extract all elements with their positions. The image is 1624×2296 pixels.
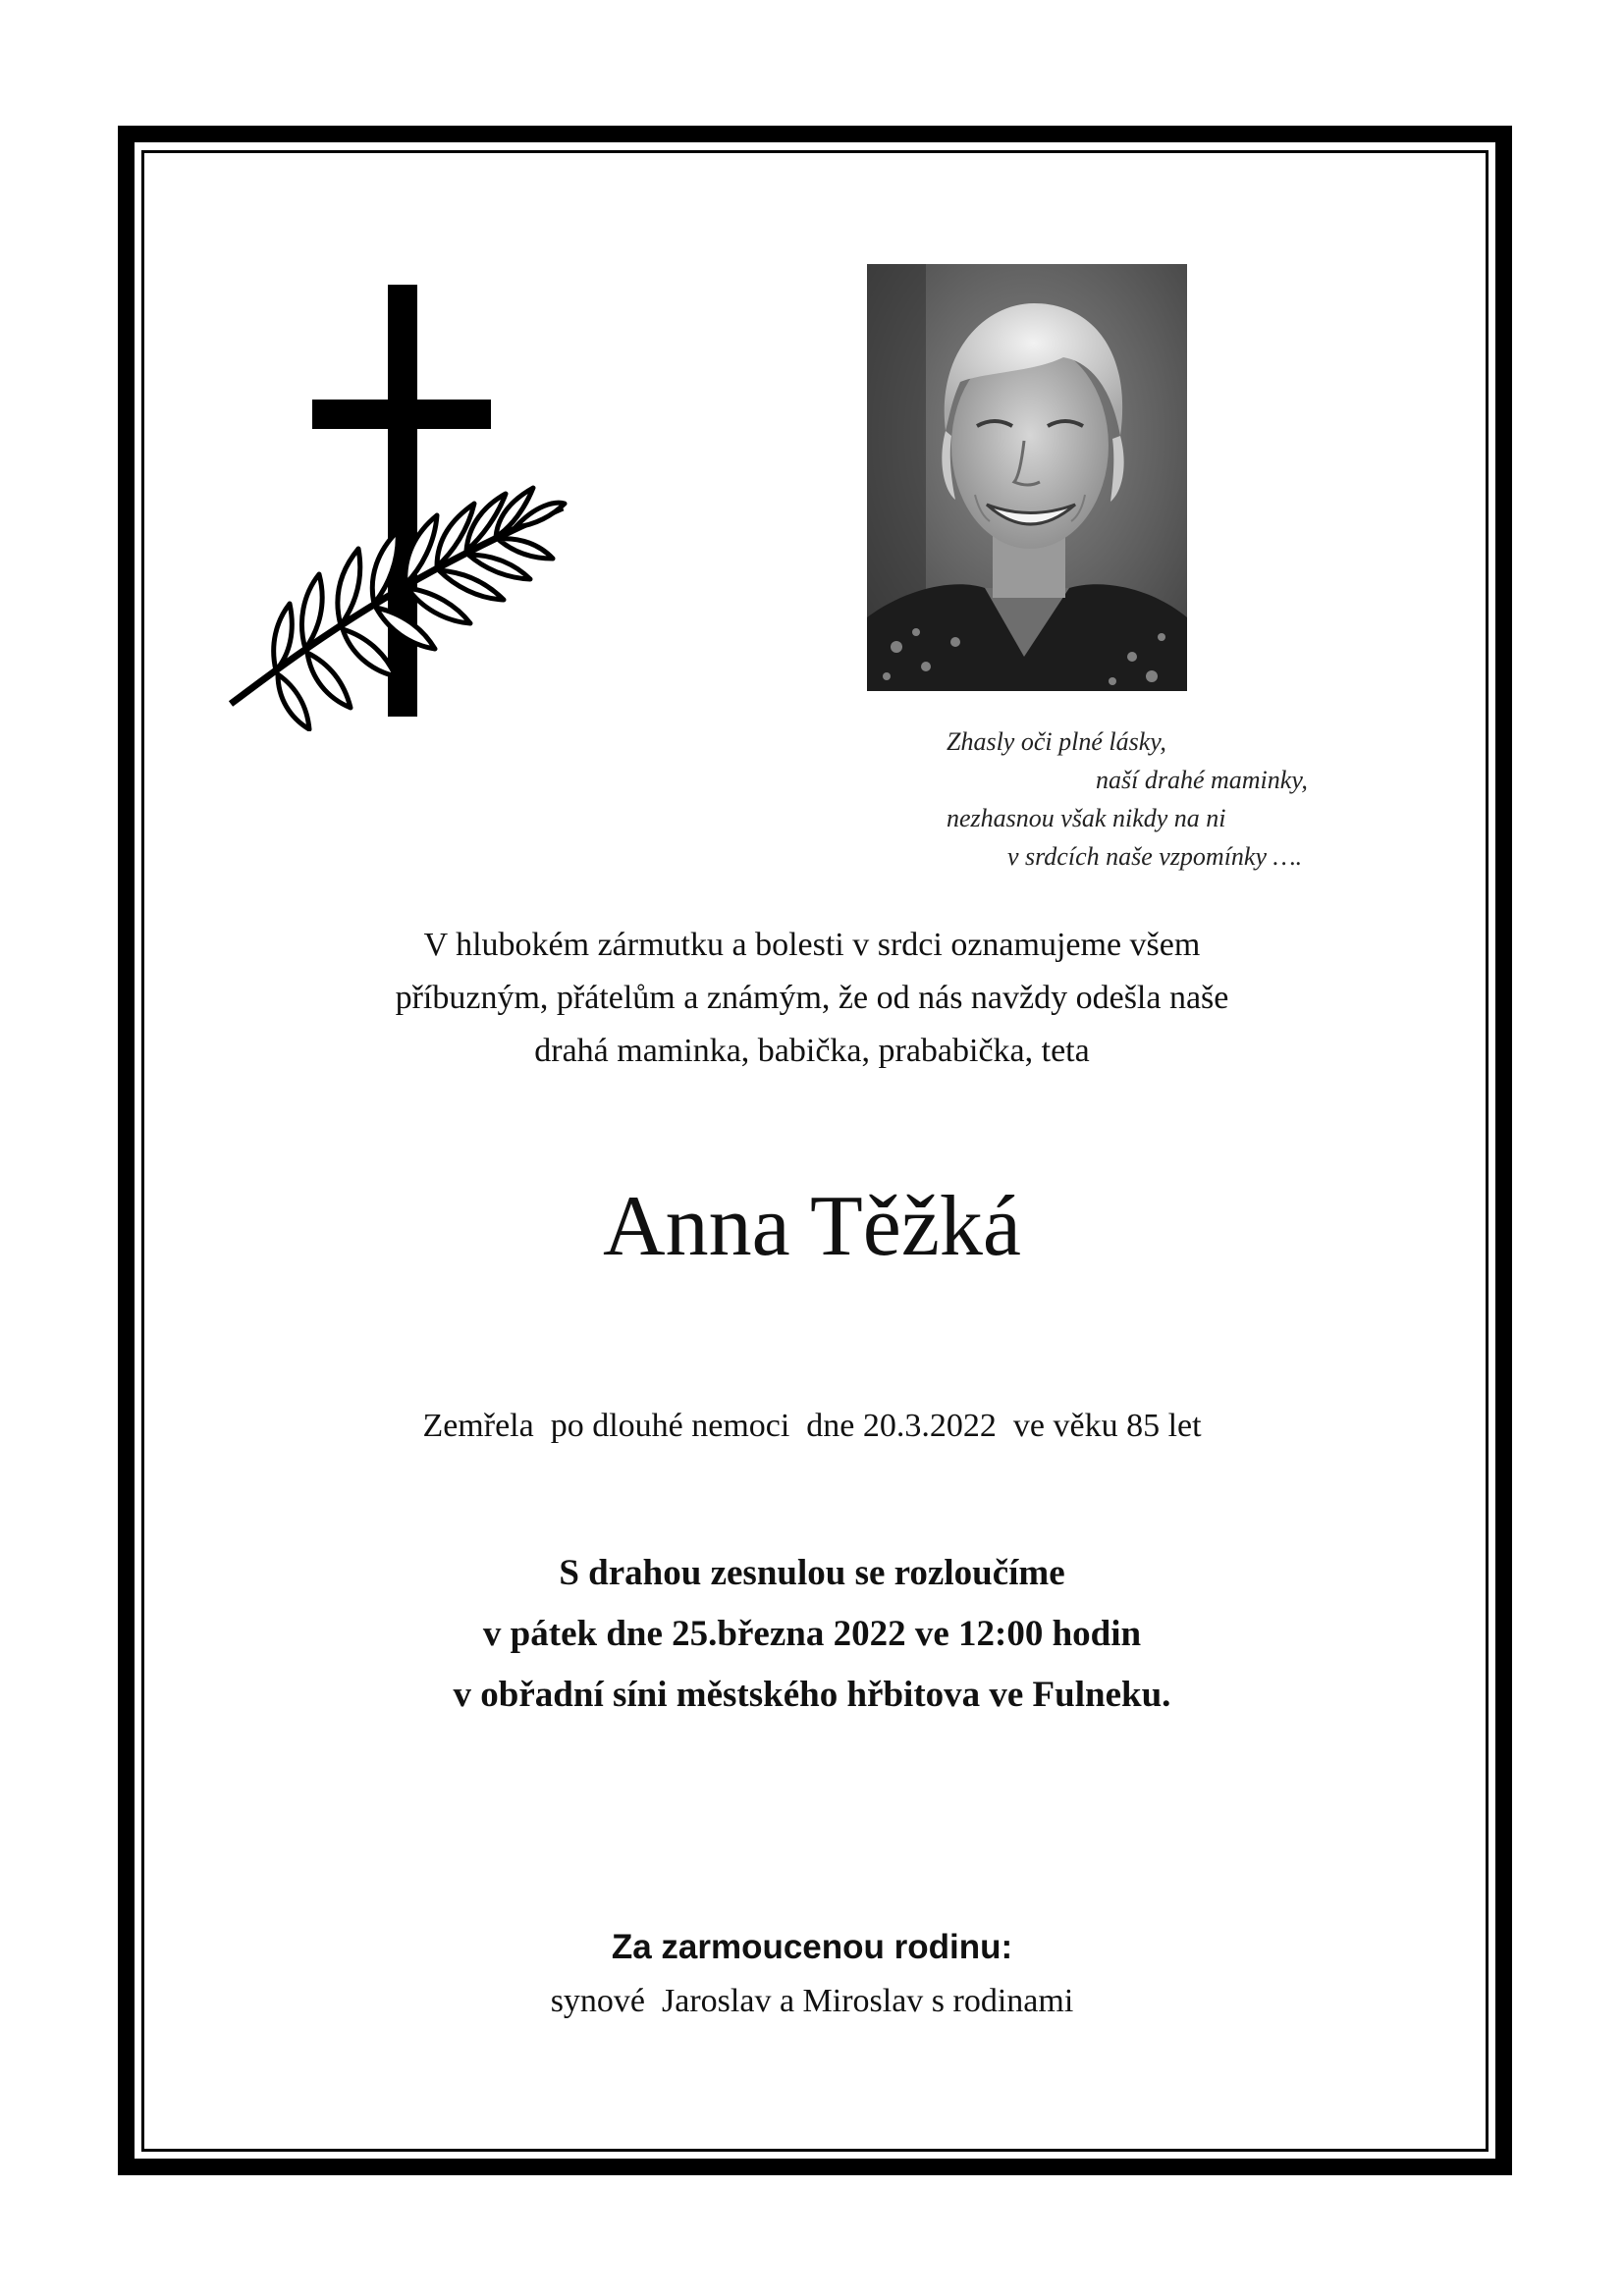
death-notice: Zemřela po dlouhé nemoci dne 20.3.2022 ve věku 85 let — [422, 1408, 1202, 1444]
announcement-line: V hlubokém zármutku a bolesti v srdci oznamujeme všem — [423, 927, 1201, 963]
poem-line: nezhasnou však nikdy na ni — [947, 804, 1226, 832]
cross-with-palm-icon — [221, 280, 574, 731]
announcement-line: příbuzným, přátelům a známým, že od nás navždy odešla naše — [395, 980, 1229, 1016]
ceremony-details — [196, 1543, 1428, 1726]
deceased-name: Anna Těžká — [603, 1179, 1021, 1274]
portrait-photo — [867, 264, 1187, 691]
announcement-line: drahá maminka, babička, prababička, teta — [534, 1033, 1090, 1069]
ceremony-line: v pátek dne 25.března 2022 ve 12:00 hodin — [482, 1614, 1142, 1654]
poem-line: Zhasly oči plné lásky, — [947, 727, 1166, 756]
family-names: synové Jaroslav a Miroslav s rodinami — [550, 1983, 1074, 2019]
ceremony-line: S drahou zesnulou se rozloučíme — [559, 1553, 1065, 1593]
poem-line: naší drahé maminky, — [1096, 766, 1308, 794]
memorial-poem — [913, 722, 1404, 876]
family-heading: Za zarmoucenou rodinu: — [611, 1928, 1013, 1966]
ceremony-line: v obřadní síni městského hřbitova ve Fulneku. — [453, 1675, 1171, 1715]
cross-icon — [312, 285, 491, 717]
announcement-text — [196, 919, 1428, 1078]
poem-line: v srdcích naše vzpomínky …. — [1007, 842, 1303, 871]
